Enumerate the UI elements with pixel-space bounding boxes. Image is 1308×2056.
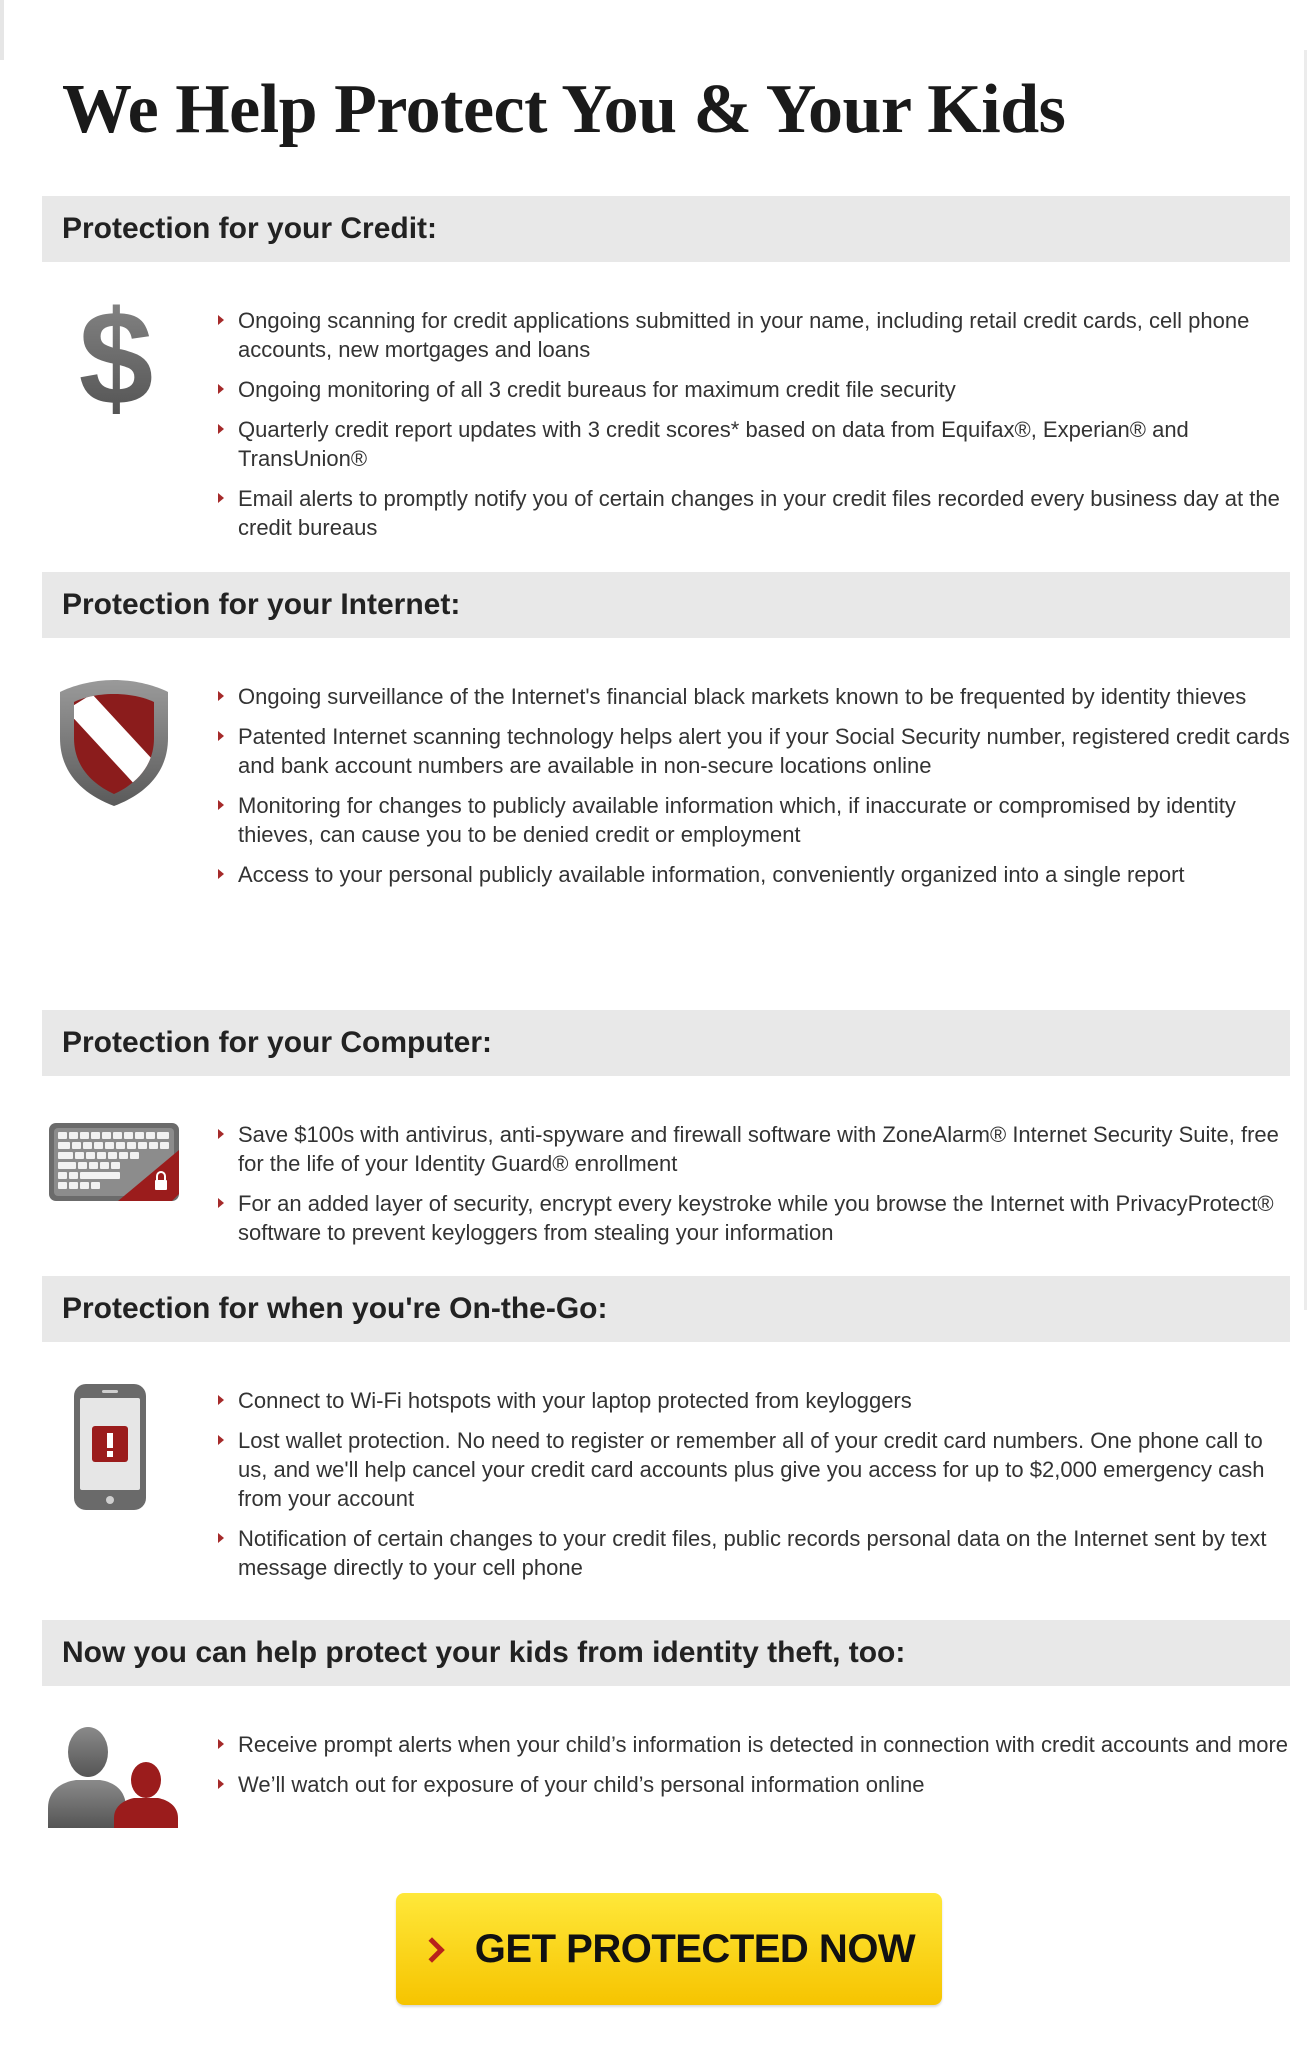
section-header [42,1010,1290,1076]
keyboard-lock-icon [48,1122,180,1207]
svg-text:$: $ [78,292,154,422]
list-item: Access to your personal publicly available information, conveniently organized into a single report [238,860,1298,889]
bullet-arrow-icon [218,1395,224,1405]
page-title: We Help Protect You & Your Kids [62,71,1066,148]
scrollbar-track[interactable] [1304,50,1307,1310]
list-item: Notification of certain changes to your credit files, public records personal data on the Internet sent by text message directly to your cell phone [238,1524,1298,1582]
list-item: Receive prompt alerts when your child’s information is detected in connection with credit accounts and more [238,1730,1298,1759]
list-item: Email alerts to promptly notify you of certain changes in your credit files recorded every business day at the credit bureaus [238,484,1298,542]
shield-icon [56,676,172,813]
bullet-list [238,306,1298,553]
section-header [42,196,1290,262]
list-item: Patented Internet scanning technology helps alert you if your Social Security number, registered credit cards and bank account numbers are available in non-secure locations online [238,722,1298,780]
bullet-arrow-icon [218,493,224,503]
list-item: Quarterly credit report updates with 3 credit scores* based on data from Equifax®, Experian® and TransUnion® [238,415,1298,473]
parent-child-icon [46,1724,178,1835]
get-protected-now-button[interactable] [396,1893,942,2005]
bullet-list [238,682,1298,900]
list-item: We’ll watch out for exposure of your child’s personal information online [238,1770,1298,1799]
list-item: Ongoing monitoring of all 3 credit bureaus for maximum credit file security [238,375,1298,404]
bullet-arrow-icon [218,384,224,394]
section-header [42,572,1290,638]
bullet-list [238,1386,1298,1593]
list-item: Save $100s with antivirus, anti-spyware and firewall software with ZoneAlarm® Internet Security Suite, free for the life of your Identity Guard® enrollment [238,1120,1298,1178]
bullet-arrow-icon [218,1739,224,1749]
bullet-arrow-icon [218,315,224,325]
left-edge-strip [0,0,4,60]
cta-label: GET PROTECTED NOW [474,1926,916,1971]
list-item: For an added layer of security, encrypt every keystroke while you browse the Internet with PrivacyProtect® software to prevent keyloggers from stealing your information [238,1189,1298,1247]
bullet-arrow-icon [218,731,224,741]
list-item: Monitoring for changes to publicly available information which, if inaccurate or compromised by identity thieves, can cause you to be denied credit or employment [238,791,1298,849]
bullet-arrow-icon [218,1533,224,1543]
list-item: Connect to Wi-Fi hotspots with your laptop protected from keyloggers [238,1386,1298,1415]
bullet-arrow-icon [218,800,224,810]
bullet-arrow-icon [218,869,224,879]
chevron-right-icon [419,1937,444,1962]
section-heading: Protection for when you're On-the-Go: [62,1292,608,1325]
section-header [42,1620,1290,1686]
section-heading: Now you can help protect your kids from identity theft, too: [62,1636,906,1669]
section-heading: Protection for your Credit: [62,212,438,245]
bullet-list [238,1730,1298,1810]
list-item: Ongoing surveillance of the Internet's financial black markets known to be frequented by identity thieves [238,682,1298,711]
list-item: Ongoing scanning for credit applications submitted in your name, including retail credit cards, cell phone accounts, new mortgages and loans [238,306,1298,364]
phone-alert-icon [72,1382,148,1517]
bullet-arrow-icon [218,1435,224,1445]
bullet-arrow-icon [218,424,224,434]
bullet-arrow-icon [218,1129,224,1139]
bullet-arrow-icon [218,691,224,701]
bullet-arrow-icon [218,1198,224,1208]
section-heading: Protection for your Computer: [62,1026,493,1059]
section-heading: Protection for your Internet: [62,588,461,621]
bullet-arrow-icon [218,1779,224,1789]
section-header [42,1276,1290,1342]
bullet-list [238,1120,1298,1258]
list-item: Lost wallet protection. No need to register or remember all of your credit card numbers. One phone call to us, and we'll help cancel your credit card accounts plus give you access for up to $2,000 emergency cash from your account [238,1426,1298,1513]
dollar-icon [64,292,174,427]
